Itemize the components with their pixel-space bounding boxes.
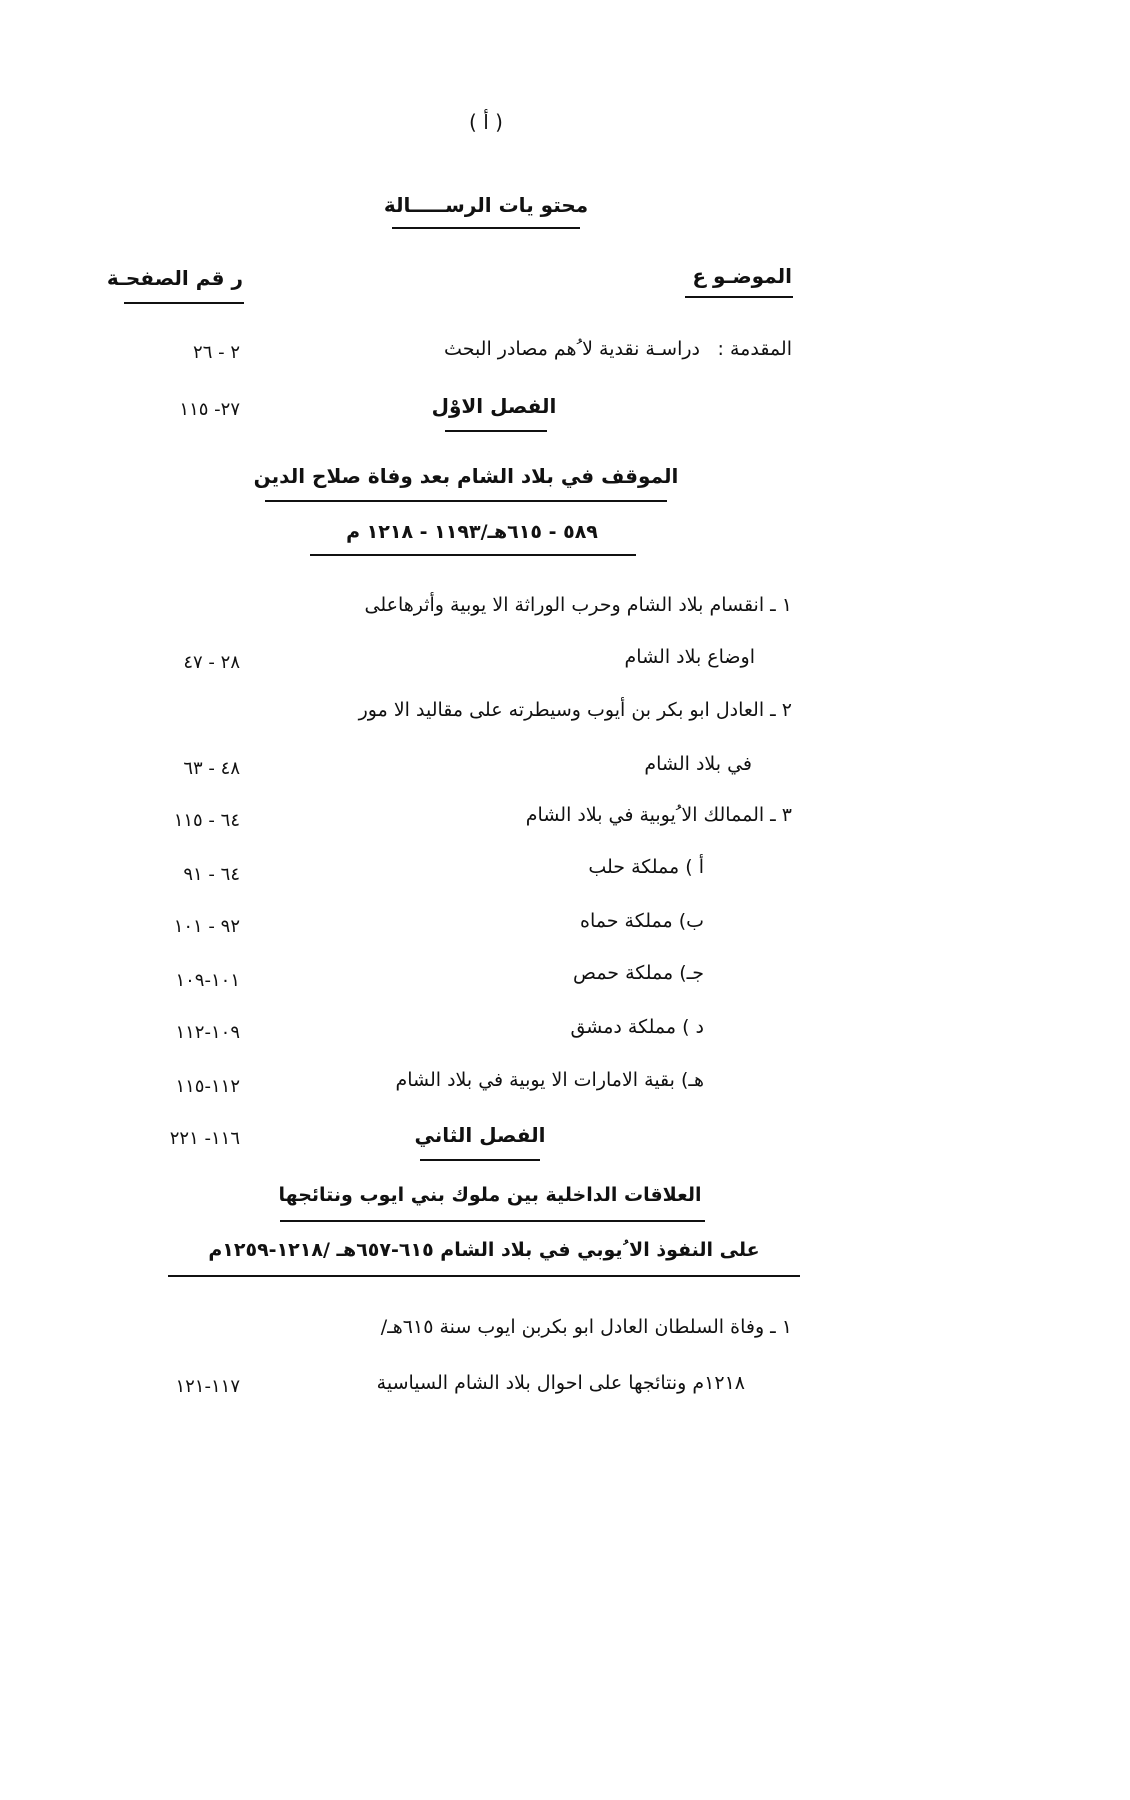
- topic-header-underline: [685, 296, 793, 298]
- subitem-damascus-pages: ١٠٩-١١٢: [175, 1022, 240, 1043]
- chapter1-item2-line2: في بلاد الشام: [644, 753, 752, 775]
- chapter1-item2-line1: ٢ ـ العادل ابو بكر بن أيوب وسيطرته على مقاليد الا مور: [358, 699, 792, 721]
- chapter2-heading-underline: [420, 1159, 540, 1161]
- chapter1-item3-pages: ٦٤ - ١١٥: [173, 810, 240, 831]
- subitem-aleppo-label: أ ) مملكة حلب: [588, 856, 704, 878]
- chapter1-heading: الفصل الاوْل: [431, 394, 557, 418]
- chapter2-subtitle: العلاقات الداخلية بين ملوك بني ايوب ونتائجها: [278, 1184, 702, 1206]
- chapter1-item1-pages: ٢٨ - ٤٧: [183, 652, 240, 673]
- chapter2-heading: الفصل الثاني: [414, 1123, 546, 1147]
- chapter1-item1-line1: ١ ـ انقسام بلاد الشام وحرب الوراثة الا يوبية وأثرهاعلى: [364, 594, 792, 616]
- chapter1-subtitle: الموقف في بلاد الشام بعد وفاة صلاح الدين: [253, 464, 679, 488]
- intro-pages: ٢ - ٢٦: [193, 342, 240, 363]
- chapter2-item1-line1: ١ ـ وفاة السلطان العادل ابو بكربن ايوب سنة ٦١٥هـ/: [380, 1316, 792, 1338]
- chapter2-item1-line2: ١٢١٨م ونتائجها على احوال بلاد الشام السياسية: [376, 1372, 745, 1394]
- page-header-underline: [124, 302, 244, 304]
- subitem-homs-pages: ١٠١-١٠٩: [175, 970, 240, 991]
- intro-label: المقدمة :: [717, 338, 792, 360]
- chapter1-item3-line1: ٣ ـ الممالك الا ُيوبية في بلاد الشام: [525, 804, 792, 826]
- subitem-aleppo-pages: ٦٤ - ٩١: [183, 864, 240, 885]
- subitem-other-emirates-pages: ١١٢-١١٥: [175, 1076, 240, 1097]
- subitem-hama-label: ب) مملكة حماه: [580, 910, 704, 932]
- topic-column-header: الموضـو ع: [692, 264, 792, 288]
- intro-text: دراسـة نقدية لا ُهم مصادر البحث: [444, 338, 700, 360]
- chapter2-subtitle2-underline: [168, 1275, 800, 1277]
- title-underline: [392, 227, 580, 229]
- subitem-other-emirates-label: هـ) بقية الامارات الا يوبية في بلاد الشام: [395, 1069, 704, 1091]
- chapter2-item1-pages: ١١٧-١٢١: [175, 1376, 240, 1397]
- subitem-damascus-label: د ) مملكة دمشق: [570, 1016, 704, 1038]
- chapter1-heading-underline: [445, 430, 547, 432]
- chapter1-item2-pages: ٤٨ - ٦٣: [183, 758, 240, 779]
- chapter2-subtitle2: على النفوذ الا ُيوبي في بلاد الشام ٦١٥-٦٥٧هـ /١٢١٨-١٢٥٩م: [208, 1239, 760, 1261]
- chapter1-item1-line2: اوضاع بلاد الشام: [624, 646, 755, 668]
- chapter1-subtitle-underline: [265, 500, 667, 502]
- subitem-hama-pages: ٩٢ - ١٠١: [173, 916, 240, 937]
- subitem-homs-label: جـ) مملكة حمص: [573, 962, 704, 984]
- chapter2-subtitle-underline: [280, 1220, 705, 1222]
- chapter1-dates-underline: [310, 554, 636, 556]
- page-title: محتو يات الرســـــالة: [383, 193, 589, 217]
- chapter2-pages: ١١٦- ٢٢١: [169, 1128, 240, 1149]
- page-column-header: ر قم الصفحـة: [106, 266, 243, 290]
- chapter1-pages: ٢٧- ١١٥: [179, 399, 240, 420]
- page-marker: ( أ ): [469, 110, 503, 134]
- chapter1-dates: ٥٨٩ - ٦١٥هـ/١١٩٣ - ١٢١٨ م: [346, 521, 598, 543]
